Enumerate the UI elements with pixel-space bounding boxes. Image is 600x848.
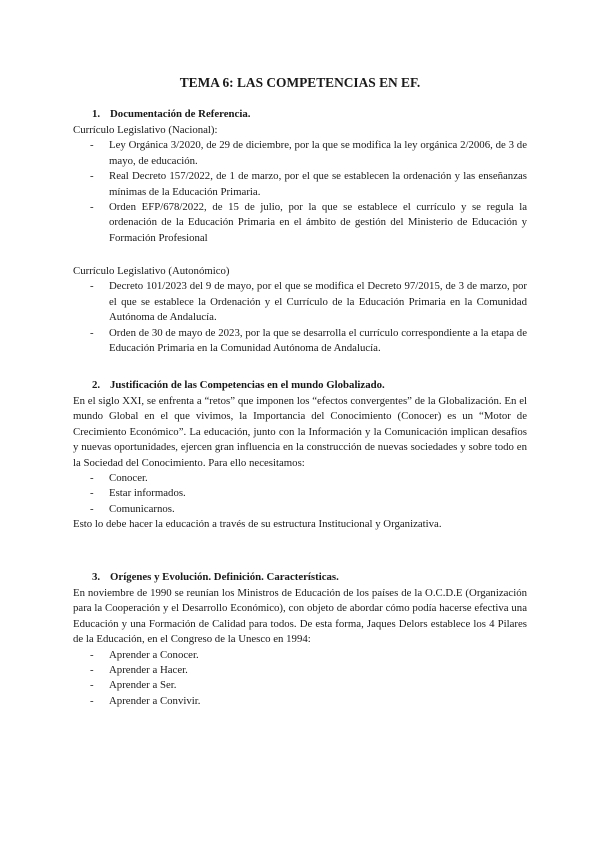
- section-1-title: Documentación de Referencia.: [110, 108, 251, 120]
- bullet-dash: -: [90, 664, 94, 677]
- nacional-label: Currículo Legislativo (Nacional):: [73, 124, 218, 136]
- list-item-text: Ley Orgánica 3/2020, de 29 de diciembre, por la que se modifica la ley orgánica 2/2006, de 3 de mayo, de educación.: [109, 139, 527, 167]
- list-item: [73, 279, 527, 325]
- section-3-heading: [92, 570, 339, 585]
- section-3-list: [73, 648, 527, 710]
- list-item: [73, 663, 527, 678]
- autonomico-list: [73, 279, 527, 356]
- section-3-body: [73, 586, 527, 709]
- list-item-text: Orden EFP/678/2022, de 15 de julio, por la que se establece el currículo y se regula la ordenación de la Educación Primaria en el ámbito de gestión del Ministerio de Educación y Formación Profesional: [109, 201, 527, 244]
- list-item: [73, 678, 527, 693]
- bullet-dash: -: [90, 472, 94, 485]
- section-1-autonomico: [73, 264, 527, 356]
- list-item: [73, 200, 527, 246]
- section-2-closing: Esto lo debe hacer la educación a través de su estructura Institucional y Organizativa.: [73, 518, 442, 531]
- bullet-dash: -: [90, 201, 94, 214]
- bullet-dash: -: [90, 487, 94, 500]
- list-item-text: Comunicarnos.: [109, 502, 175, 515]
- section-1-body: [73, 123, 527, 246]
- bullet-dash: -: [90, 502, 94, 515]
- list-item-text: Orden de 30 de mayo de 2023, por la que se desarrolla el currículo correspondiente a la etapa de Educación Primaria en la Comunidad Autónoma de Andalucía.: [109, 326, 527, 355]
- list-item-text: Aprender a Convivir.: [109, 694, 201, 707]
- section-2-number: 2.: [92, 379, 101, 391]
- list-item: [73, 486, 527, 501]
- section-3-number: 3.: [92, 571, 101, 583]
- section-2-heading: [92, 378, 385, 393]
- bullet-dash: -: [90, 694, 94, 707]
- section-1-number: 1.: [92, 108, 101, 120]
- list-item-text: Decreto 101/2023 del 9 de mayo, por el que se modifica el Decreto 97/2015, de 3 de marzo, por el que se establece la Ordenación y el Currículo de la Educación Primaria en la Comunidad Autónoma de Andalucía.: [109, 280, 527, 324]
- list-item-text: Estar informados.: [109, 487, 186, 500]
- bullet-dash: -: [90, 648, 94, 661]
- autonomico-label: Currículo Legislativo (Autonómico): [73, 265, 230, 277]
- document-title: TEMA 6: LAS COMPETENCIAS EN EF.: [179, 75, 421, 90]
- section-2-title: Justificación de las Competencias en el mundo Globalizado.: [110, 379, 385, 391]
- list-item: [73, 138, 527, 169]
- section-2-paragraph: En el siglo XXI, se enfrenta a “retos” que imponen los “efectos convergentes” de la Globalización. En el mundo Global en el que vivimos, la Importancia del Conocimiento (Conocer) es un “Motor de Crecimiento Económico”. La educación, junto con la Información y la Comunicación implican desafíos y nuevas oportunidades, ejercen gran influencia en la construcción de nuevas sociedades y sobre todo en la Sociedad del Conocimiento. Para ello necesitamos:: [73, 395, 527, 469]
- bullet-dash: -: [90, 679, 94, 692]
- list-item: [73, 502, 527, 517]
- bullet-dash: -: [90, 139, 94, 152]
- bullet-dash: -: [90, 170, 94, 183]
- list-item: [73, 169, 527, 200]
- section-1-heading: [92, 107, 250, 122]
- list-item: [73, 648, 527, 663]
- list-item-text: Aprender a Conocer.: [109, 648, 199, 661]
- list-item: [73, 326, 527, 357]
- list-item: [73, 694, 527, 709]
- bullet-dash: -: [90, 280, 94, 293]
- list-item-text: Aprender a Ser.: [109, 679, 177, 692]
- section-2-list: [73, 471, 527, 517]
- list-item-text: Aprender a Hacer.: [109, 664, 188, 677]
- section-3-paragraph: En noviembre de 1990 se reunían los Ministros de Educación de los países de la O.C.D.E (Organización para la Cooperación y el Desarrollo Económico), con objeto de abordar cómo podía hacerse efectiva una Educación y una Formación de Calidad para todos. De esta forma, Jaques Delors establece los 4 Pilares de la Educación, en el Congreso de la Unesco en 1994:: [73, 587, 527, 646]
- list-item: [73, 471, 527, 486]
- section-3-title: Orígenes y Evolución. Definición. Características.: [110, 571, 339, 583]
- nacional-list: [73, 138, 527, 246]
- list-item-text: Real Decreto 157/2022, de 1 de marzo, por el que se establecen la ordenación y las enseñanzas mínimas de la Educación Primaria.: [109, 170, 527, 198]
- section-2-body: [73, 394, 527, 533]
- list-item-text: Conocer.: [109, 472, 148, 485]
- bullet-dash: -: [90, 326, 94, 339]
